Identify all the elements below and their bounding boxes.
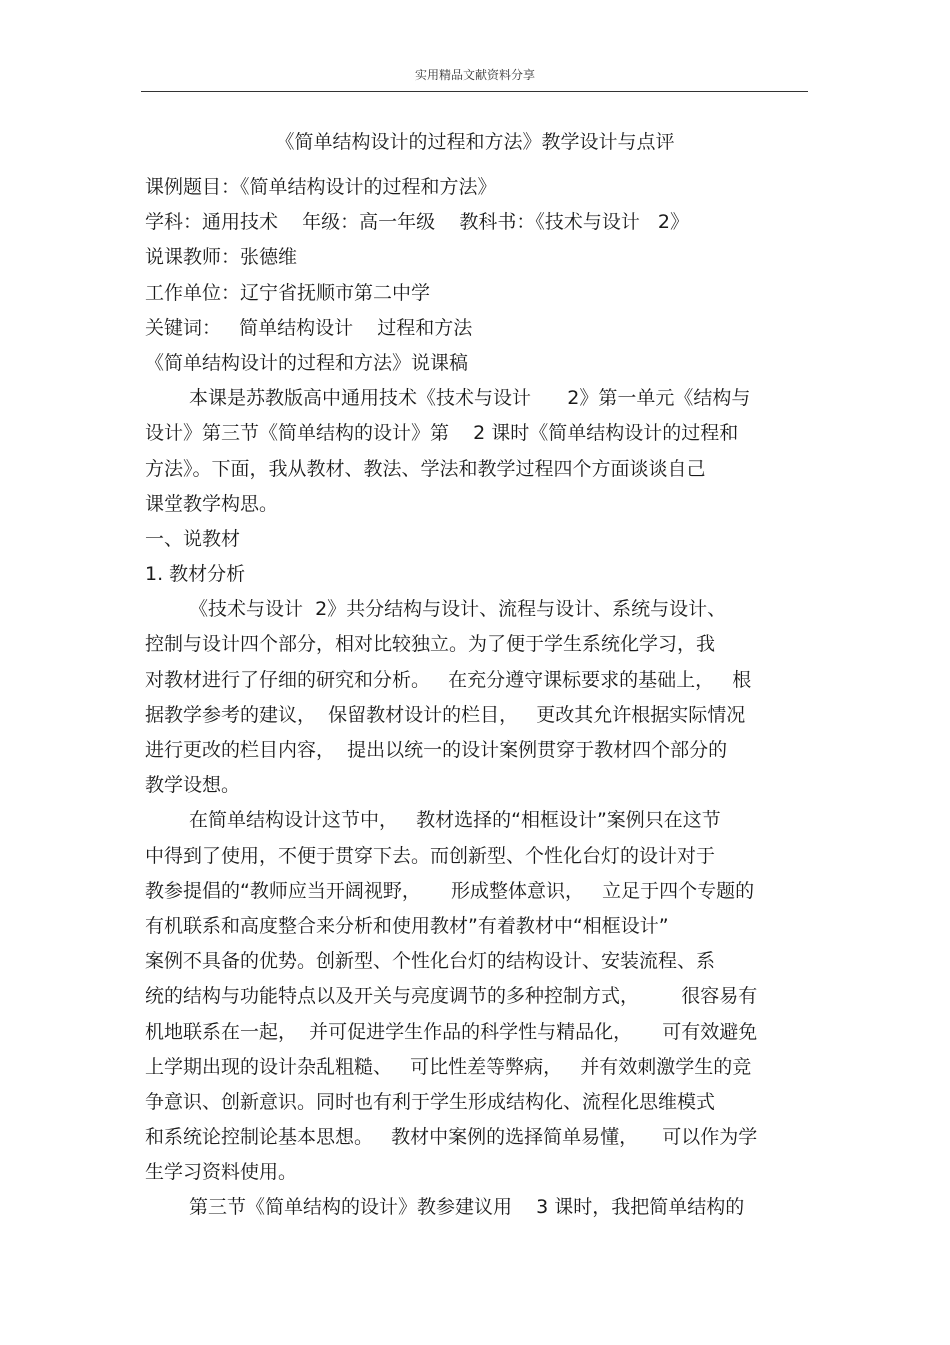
document-body xyxy=(145,170,810,1226)
paragraph-line: 在简单结构设计这节中， 教材选择的“相框设计”案例只在这节 xyxy=(189,809,721,832)
paragraph-line: 案例不具备的优势。创新型、个性化台灯的结构设计、安装流程、系 xyxy=(145,950,716,973)
meta-block xyxy=(145,170,810,381)
paragraph-3 xyxy=(145,1190,810,1225)
subsection-heading: 1. 教材分析 xyxy=(145,563,246,586)
intro-paragraph xyxy=(145,381,810,522)
paragraph-line: 《技术与设计 2》共分结构与设计、流程与设计、系统与设计、 xyxy=(189,598,727,621)
paragraph-line: 教学设想。 xyxy=(145,774,241,797)
section-heading: 一、说教材 xyxy=(145,527,241,550)
paragraph-line: 教参提倡的“教师应当开阔视野， 形成整体意识， 立足于四个专题的 xyxy=(145,879,755,902)
meta-line: 关键词： 简单结构设计 过程和方法 xyxy=(145,316,473,339)
paragraph-line: 上学期出现的设计杂乱粗糙、 可比性差等弊病， 并有效刺激学生的竞 xyxy=(145,1055,752,1078)
paragraph-line: 方法》。下面，我从教材、教法、学法和教学过程四个方面谈谈自己 xyxy=(145,457,706,480)
meta-line: 工作单位：辽宁省抚顺市第二中学 xyxy=(145,281,431,304)
paragraph-line: 生学习资料使用。 xyxy=(145,1161,298,1184)
header-rule xyxy=(141,91,808,92)
paragraph-2 xyxy=(145,803,810,1190)
paragraph-line: 争意识、创新意识。同时也有利于学生形成结构化、流程化思维模式 xyxy=(145,1090,716,1113)
meta-line: 课例题目：《简单结构设计的过程和方法》 xyxy=(145,176,497,198)
meta-line: 《简单结构设计的过程和方法》说课稿 xyxy=(145,351,469,374)
paragraph-line: 对教材进行了仔细的研究和分析。 在充分遵守课标要求的基础上， 根 xyxy=(145,668,752,691)
paragraph-line: 统的结构与功能特点以及开关与亮度调节的多种控制方式， 很容易有 xyxy=(145,985,758,1008)
paragraph-line: 进行更改的栏目内容， 提出以统一的设计案例贯穿于教材四个部分的 xyxy=(145,739,728,761)
paragraph-line: 机地联系在一起， 并可促进学生作品的科学性与精品化， 可有效避免 xyxy=(145,1020,758,1043)
paragraph-line: 有机联系和高度整合来分析和使用教材”有着教材中“相框设计” xyxy=(145,914,669,937)
meta-line: 说课教师：张德维 xyxy=(145,246,298,269)
paragraph-1 xyxy=(145,592,810,803)
paragraph-line: 中得到了使用，不便于贯穿下去。而创新型、个性化台灯的设计对于 xyxy=(145,844,716,867)
paragraph-line: 据教学参考的建议， 保留教材设计的栏目， 更改其允许根据实际情况 xyxy=(145,703,746,726)
paragraph-line: 设计》第三节《简单结构的设计》第 2 课时《简单结构设计的过程和 xyxy=(145,422,739,445)
paragraph-line: 课堂教学构思。 xyxy=(145,492,279,515)
header-text: 实用精品文献资料分享 xyxy=(414,68,535,82)
document-title: 《简单结构设计的过程和方法》教学设计与点评 xyxy=(275,131,675,153)
paragraph-line: 和系统论控制论基本思想。 教材中案例的选择简单易懂， 可以作为学 xyxy=(145,1126,758,1149)
paragraph-line: 本课是苏教版高中通用技术《技术与设计 2》第一单元《结构与 xyxy=(189,387,751,410)
meta-line: 学科：通用技术 年级：高一年级 教科书：《技术与设计 2》 xyxy=(145,211,690,234)
paragraph-line: 第三节《简单结构的设计》教参建议用 3 课时，我把简单结构的 xyxy=(189,1196,745,1219)
paragraph-line: 控制与设计四个部分，相对比较独立。为了便于学生系统化学习，我 xyxy=(145,633,716,656)
